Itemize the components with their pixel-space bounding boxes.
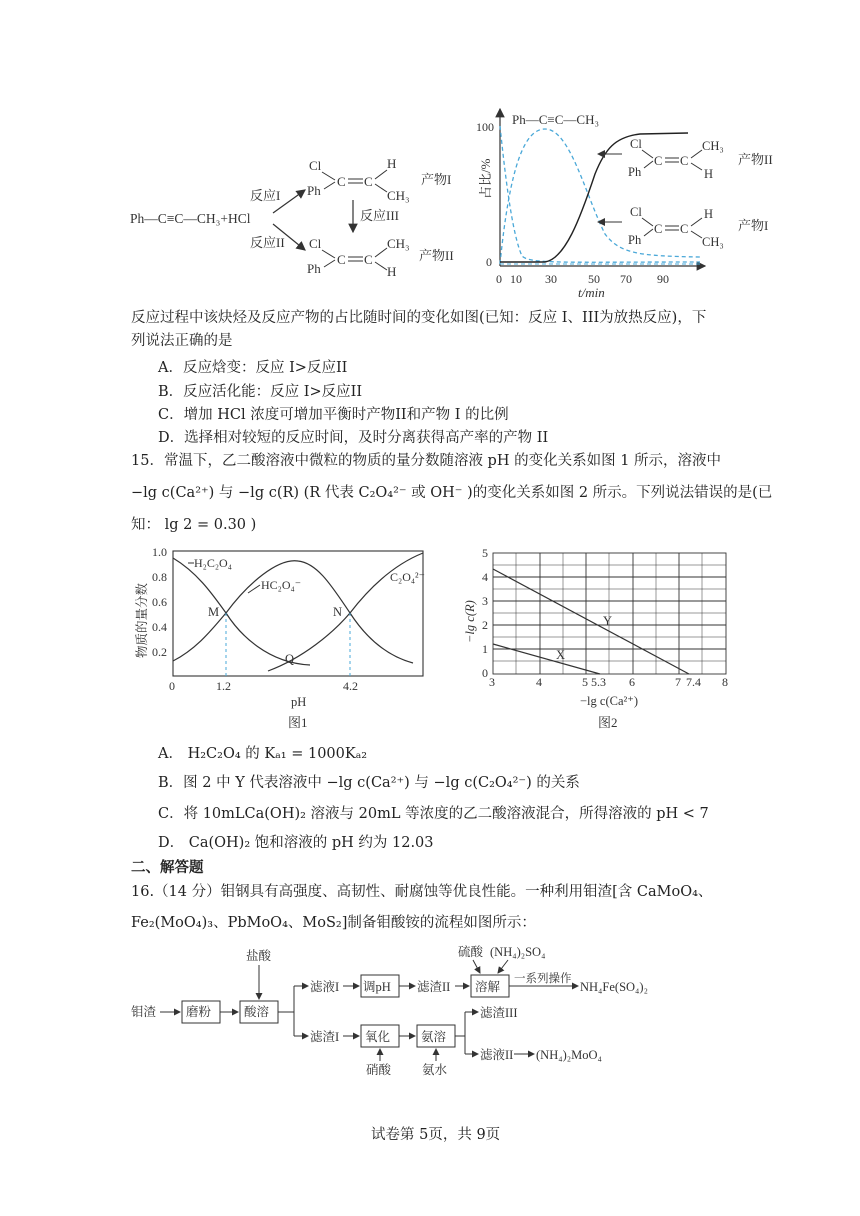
svg-text:C: C xyxy=(337,252,346,267)
product1-label: 产物I xyxy=(421,172,452,187)
svg-text:Ph: Ph xyxy=(307,261,321,276)
svg-text:C: C xyxy=(680,222,689,236)
q16-line1: 16.（14 分）钼钢具有高强度、高韧性、耐腐蚀等优良性能。一种利用钼渣[含 CaMoO₄、 xyxy=(131,884,713,900)
page-footer: 试卷第 5页，共 9页 xyxy=(371,1127,501,1143)
svg-text:C: C xyxy=(364,174,373,189)
fig2-caption: 图2 xyxy=(598,715,618,730)
q14-stem-line1: 反应过程中该炔烃及反应产物的占比随时间的变化如图(已知：反应 I、III为放热反应)，下 xyxy=(131,310,707,326)
reactant: Ph—C≡C—CH₃+HCl xyxy=(130,211,251,226)
svg-text:0.8: 0.8 xyxy=(152,570,167,584)
fig1-caption: 图1 xyxy=(288,715,308,730)
fig2-ylabel: −lg c(R) xyxy=(463,600,477,643)
svg-text:5: 5 xyxy=(482,546,488,560)
kinetics-product1-label: 产物I xyxy=(738,218,769,233)
flow-mill: 磨粉 xyxy=(186,1005,212,1019)
q16-line2: Fe₂(MoO₄)₃、PbMoO₄、MoS₂]制备钼酸铵的流程如图所示： xyxy=(131,915,536,931)
svg-text:0.6: 0.6 xyxy=(152,595,167,609)
branch2-label: 反应II xyxy=(250,235,285,250)
flow-hno3: 硝酸 xyxy=(366,1063,392,1077)
curve-h2c2o4 xyxy=(173,558,310,665)
svg-text:CH₃: CH₃ xyxy=(702,139,724,153)
svg-text:Cl: Cl xyxy=(630,205,642,219)
line-y xyxy=(493,569,689,674)
svg-text:0.2: 0.2 xyxy=(152,645,167,659)
q15-option-a: A． H₂C₂O₄ 的 Kₐ₁ = 1000Kₐ₂ xyxy=(158,746,368,762)
svg-text:0.4: 0.4 xyxy=(152,620,167,634)
label-c2o4: C₂O₄²⁻ xyxy=(390,570,425,584)
svg-text:C: C xyxy=(337,174,346,189)
svg-text:8: 8 xyxy=(722,675,728,689)
svg-text:1: 1 xyxy=(482,642,488,656)
label-h2c2o4: H₂C₂O₄ xyxy=(194,556,232,570)
branch3-label: 反应III xyxy=(360,208,399,223)
svg-text:H: H xyxy=(387,264,397,279)
flow-residue2: 滤渣II xyxy=(417,980,451,994)
svg-text:Cl: Cl xyxy=(309,236,322,251)
svg-text:50: 50 xyxy=(588,272,600,286)
product1-curve xyxy=(500,129,700,264)
kinetics-xlabel: t/min xyxy=(578,285,605,300)
label-line-y: Y xyxy=(603,614,613,628)
svg-text:30: 30 xyxy=(545,272,557,286)
svg-text:0: 0 xyxy=(482,666,488,680)
svg-text:1.0: 1.0 xyxy=(152,545,167,559)
flow-filtrate2: 滤液II xyxy=(480,1048,514,1062)
svg-text:C: C xyxy=(654,154,663,168)
flow-ammonia-dissolve: 氨溶 xyxy=(421,1030,447,1044)
alkyne-curve xyxy=(500,126,700,262)
svg-text:C: C xyxy=(364,252,373,267)
fig2-xlabel: −lg c(Ca²⁺) xyxy=(580,694,639,708)
svg-text:H: H xyxy=(704,167,714,181)
flow-residue1: 滤渣I xyxy=(310,1030,340,1044)
flow-start: 钼渣 xyxy=(131,1005,157,1019)
svg-text:90: 90 xyxy=(657,272,669,286)
kinetics-x-ticks xyxy=(496,272,669,286)
svg-text:CH₃: CH₃ xyxy=(702,235,724,249)
product2-structure xyxy=(307,236,410,279)
q14-option-b: B．反应活化能：反应 I>反应II xyxy=(158,384,363,400)
kinetics-product2-label: 产物II xyxy=(738,152,773,167)
svg-text:CH₃: CH₃ xyxy=(387,188,410,203)
figure-2 xyxy=(460,543,750,733)
svg-text:4: 4 xyxy=(482,570,488,584)
svg-text:70: 70 xyxy=(620,272,632,286)
flow-acid: 酸溶 xyxy=(244,1005,270,1019)
svg-text:Cl: Cl xyxy=(309,158,322,173)
svg-text:H: H xyxy=(704,207,714,221)
svg-text:H: H xyxy=(387,156,397,171)
svg-text:CH₃: CH₃ xyxy=(387,236,410,251)
flow-filtrate1: 滤液I xyxy=(310,980,340,994)
product2-label: 产物II xyxy=(419,248,454,263)
svg-text:7.4: 7.4 xyxy=(686,675,701,689)
flow-product-fe: NH₄Fe(SO₄)₂ xyxy=(580,980,648,994)
fig1-ylabel: 物质的量分数 xyxy=(135,582,149,658)
svg-text:C: C xyxy=(680,154,689,168)
q15-option-b: B．图 2 中 Y 代表溶液中 −lg c(Ca²⁺) 与 −lg c(C₂O₄²⁻) 的关系 xyxy=(158,775,580,791)
q15-line1: 15．常温下，乙二酸溶液中微粒的物质的量分数随溶液 pH 的变化关系如图 1 所示，溶液中 xyxy=(131,453,722,469)
q15-option-c: C．将 10mLCa(OH)₂ 溶液与 20mL 等浓度的乙二酸溶液混合，所得溶液的 pH < 7 xyxy=(158,806,709,822)
q14-option-d: D．选择相对较短的反应时间，及时分离获得高产率的产物 II xyxy=(158,430,549,446)
flow-product-mo: (NH₄)₂MoO₄ xyxy=(536,1048,602,1062)
kinetics-y0: 0 xyxy=(486,255,492,269)
kinetics-product2-structure xyxy=(628,137,724,181)
fig1-y-ticks xyxy=(152,545,167,659)
label-hc2o4: HC₂O₄⁻ xyxy=(261,578,302,592)
q14-option-c: C．增加 HCl 浓度可增加平衡时产物II和产物 I 的比例 xyxy=(158,407,509,423)
svg-text:Ph: Ph xyxy=(628,233,642,247)
kinetics-chart xyxy=(470,104,790,304)
kinetics-product1-structure xyxy=(628,205,724,249)
process-flow xyxy=(128,940,728,1080)
fig1-x-ticks xyxy=(169,679,358,693)
point-q: Q xyxy=(285,652,295,666)
flow-residue3: 滤渣III xyxy=(480,1006,518,1020)
flow-hcl: 盐酸 xyxy=(246,949,272,963)
alkyne-label: Ph—C≡C—CH₃ xyxy=(512,112,599,127)
flow-ops: 一系列操作 xyxy=(514,973,572,985)
product1-structure xyxy=(307,156,410,203)
svg-text:C: C xyxy=(654,222,663,236)
line-x xyxy=(493,644,600,674)
svg-text:Cl: Cl xyxy=(630,137,642,151)
q15-option-d: D． Ca(OH)₂ 饱和溶液的 pH 约为 12.03 xyxy=(158,835,434,851)
svg-text:5: 5 xyxy=(582,675,588,689)
flow-h2so4: 硫酸 xyxy=(458,945,484,959)
fig2-y-ticks xyxy=(482,546,488,680)
svg-text:0: 0 xyxy=(496,272,502,286)
figure-1 xyxy=(128,543,438,733)
branch1-label: 反应I xyxy=(250,188,281,203)
svg-text:1.2: 1.2 xyxy=(216,679,231,693)
point-m: M xyxy=(208,605,220,619)
fig1-xlabel: pH xyxy=(291,695,307,709)
section-heading: 二、解答题 xyxy=(131,859,204,876)
q15-line3: 知： lg 2 = 0.30 ) xyxy=(131,517,257,533)
svg-text:Ph: Ph xyxy=(628,165,642,179)
svg-text:0: 0 xyxy=(169,679,175,693)
svg-text:3: 3 xyxy=(489,675,495,689)
flow-ph: 调pH xyxy=(363,980,391,994)
svg-text:2: 2 xyxy=(482,618,488,632)
q14-stem-line2: 列说法正确的是 xyxy=(131,333,233,349)
flow-oxidize: 氧化 xyxy=(365,1030,391,1044)
q14-option-a: A．反应焓变：反应 I>反应II xyxy=(158,360,348,376)
kinetics-y100: 100 xyxy=(476,120,494,134)
svg-text:7: 7 xyxy=(675,675,681,689)
reaction-scheme xyxy=(125,150,470,280)
point-n: N xyxy=(333,605,343,619)
flow-dissolve: 溶解 xyxy=(475,980,501,994)
q15-line2: −lg c(Ca²⁺) 与 −lg c(R) (R 代表 C₂O₄²⁻ 或 OH⁻ )的变化关系如图 2 所示。下列说法错误的是(已 xyxy=(131,485,773,501)
svg-text:5.3: 5.3 xyxy=(591,675,606,689)
product2-curve xyxy=(500,133,688,262)
svg-text:4.2: 4.2 xyxy=(343,679,358,693)
svg-text:4: 4 xyxy=(536,675,542,689)
fig2-x-ticks xyxy=(489,675,728,689)
svg-text:10: 10 xyxy=(510,272,522,286)
label-line-x: X xyxy=(556,648,566,662)
flow-nh4so4: (NH₄)₂SO₄ xyxy=(490,945,546,959)
svg-text:6: 6 xyxy=(629,675,635,689)
flow-ammonia: 氨水 xyxy=(422,1063,448,1077)
svg-text:Ph: Ph xyxy=(307,183,321,198)
svg-text:3: 3 xyxy=(482,594,488,608)
kinetics-ylabel: 占比/% xyxy=(478,158,493,199)
